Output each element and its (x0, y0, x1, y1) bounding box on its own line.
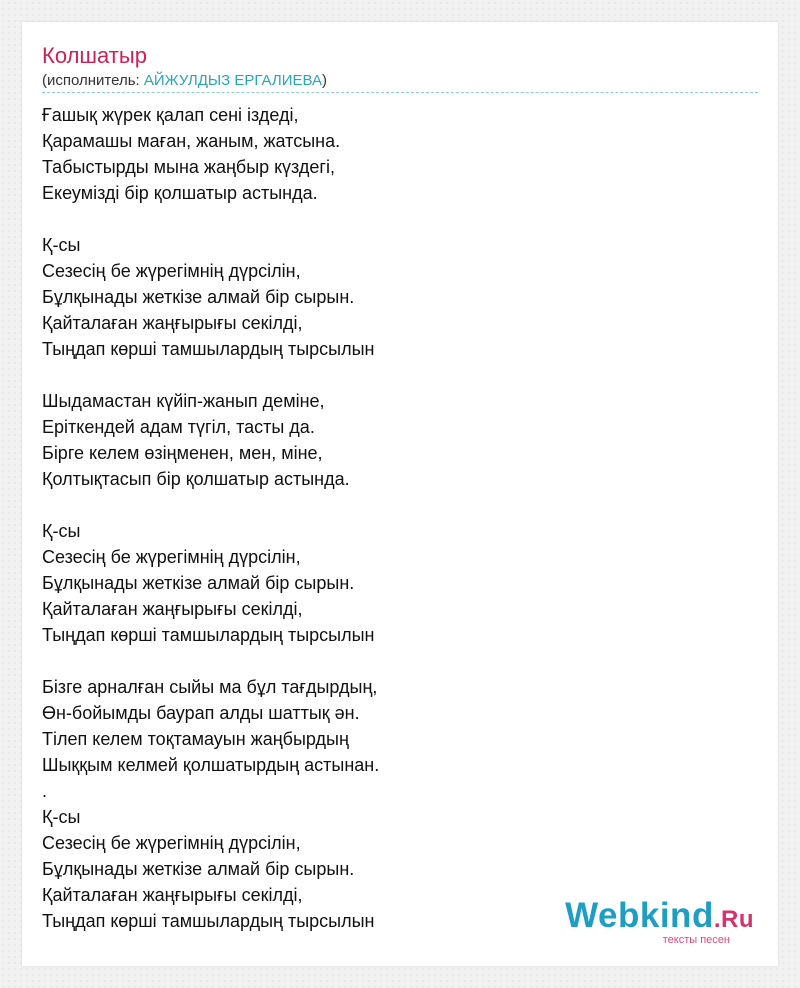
lyric-line: . (42, 781, 48, 801)
song-title: Колшатыр (42, 43, 147, 68)
lyric-line: Өн-бойымды баурап алды шаттық ән. (42, 703, 360, 723)
lyric-line: Сезесің бе жүрегімнің дүрсілін, (42, 547, 301, 567)
lyric-line: Табыстырды мына жаңбыр күздегі, (42, 157, 335, 177)
artist-prefix: (исполнитель: (42, 72, 144, 89)
lyric-line: Еріткендей адам түгіл, тасты да. (42, 417, 315, 437)
lyric-line: Бұлқынады жеткізе алмай бір сырын. (42, 287, 355, 307)
lyric-line: Шыққым келмей қолшатырдың астынан. (42, 755, 380, 775)
lyrics-body (42, 102, 752, 934)
lyric-line: Қ-сы (42, 235, 81, 255)
lyric-blank-line (42, 492, 752, 518)
lyric-line: Бұлқынады жеткізе алмай бір сырын. (42, 573, 355, 593)
lyric-line: Қайталаған жаңғырығы секілді, (42, 885, 303, 905)
lyric-blank-line (42, 648, 752, 674)
lyric-line: Ғашық жүрек қалап сені іздеді, (42, 105, 299, 125)
lyrics-card (22, 22, 778, 966)
logo-main-text: Webkind (565, 896, 714, 935)
lyric-line: Тыңдап көрші тамшылардың тырсылын (42, 339, 375, 359)
lyric-blank-line (42, 206, 752, 232)
lyric-line: Қарамашы маған, жаным, жатсына. (42, 131, 341, 151)
logo-tagline: тексты песен (662, 934, 730, 946)
lyric-line: Бізге арналған сыйы ма бұл тағдырдың, (42, 677, 378, 697)
artist-link[interactable]: АЙЖУЛДЫЗ ЕРГАЛИЕВА (143, 72, 322, 89)
artist-suffix: ) (322, 72, 327, 89)
lyric-blank-line (42, 362, 752, 388)
lyric-line: Қ-сы (42, 807, 81, 827)
lyric-line: Бұлқынады жеткізе алмай бір сырын. (42, 859, 355, 879)
artist-line (42, 72, 327, 90)
lyric-line: Сезесің бе жүрегімнің дүрсілін, (42, 833, 301, 853)
lyric-line: Тілеп келем тоқтамауын жаңбырдың (42, 729, 349, 749)
lyric-line: Қолтықтасып бір қолшатыр астында. (42, 469, 350, 489)
site-logo[interactable] (565, 898, 754, 946)
lyric-line: Бірге келем өзіңменен, мен, міне, (42, 443, 323, 463)
title-divider (42, 92, 758, 93)
lyric-line: Тыңдап көрші тамшылардың тырсылын (42, 911, 375, 931)
lyric-line: Қайталаған жаңғырығы секілді, (42, 599, 303, 619)
lyric-line: Қайталаған жаңғырығы секілді, (42, 313, 303, 333)
lyric-line: Сезесің бе жүрегімнің дүрсілін, (42, 261, 301, 281)
logo-domain-suffix: .Ru (713, 906, 754, 933)
lyric-line: Тыңдап көрші тамшылардың тырсылын (42, 625, 375, 645)
lyric-line: Екеумізді бір қолшатыр астында. (42, 183, 318, 203)
lyric-line: Шыдамастан күйіп-жанып деміне, (42, 391, 325, 411)
lyric-line: Қ-сы (42, 521, 81, 541)
